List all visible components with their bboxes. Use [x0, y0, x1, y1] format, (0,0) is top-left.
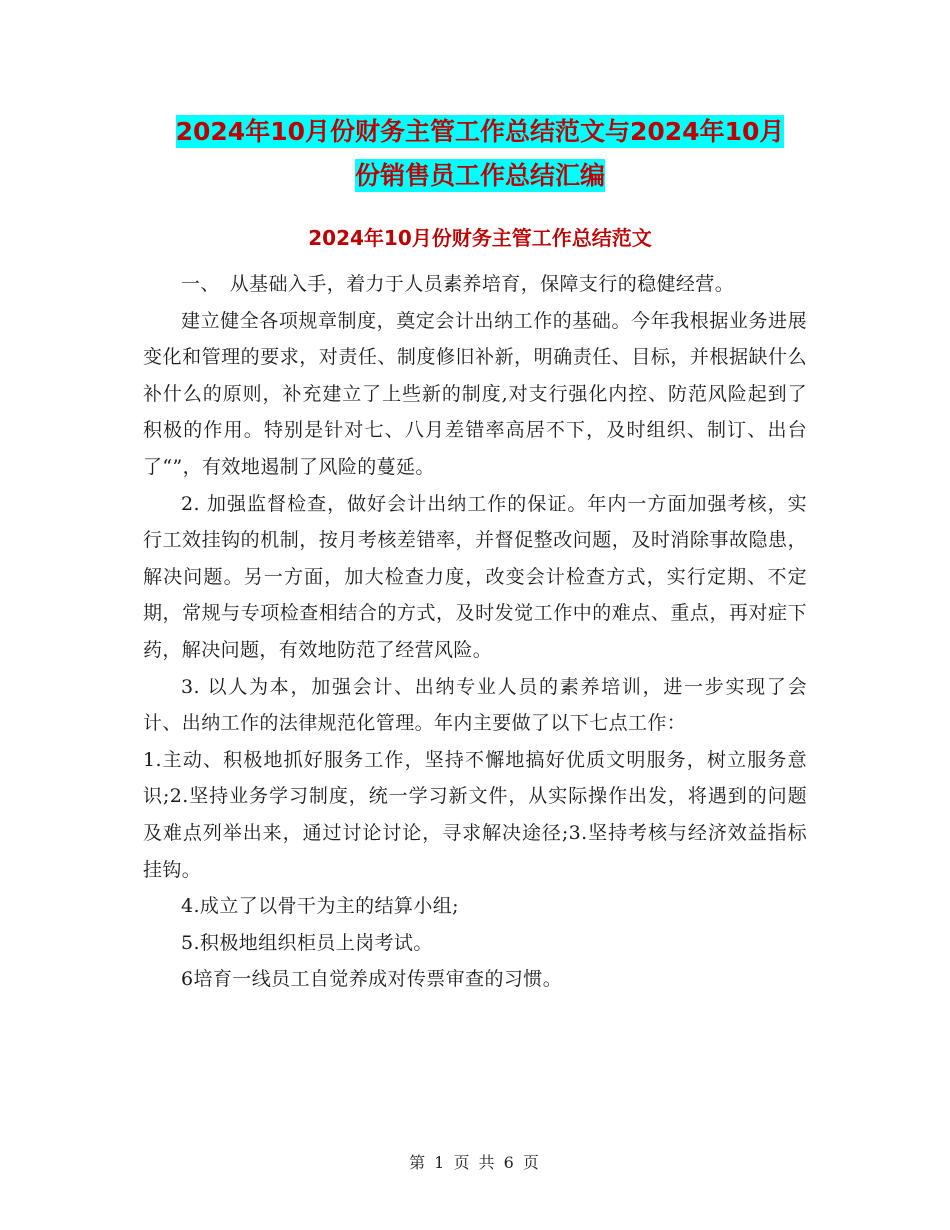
document-title-line-1 — [140, 110, 820, 154]
document-body — [143, 266, 807, 998]
paragraph-4: 3. 以人为本，加强会计、出纳专业人员的素养培训，进一步实现了会计、出纳工作的法律规范化管理。年内主要做了以下七点工作： — [143, 675, 807, 735]
title-highlight-1: 2024年10月份财务主管工作总结范文与2024年10月 — [175, 117, 785, 146]
paragraph-8: 6培育一线员工自觉养成对传票审查的习惯。 — [181, 968, 563, 991]
paragraph-6: 4.成立了以骨干为主的结算小组; — [181, 895, 459, 918]
paragraph-7: 5.积极地组织柜员上岗考试。 — [181, 931, 433, 954]
page-footer: 第 1 页 共 6 页 — [409, 1153, 541, 1172]
title-highlight-2: 份销售员工作总结汇编 — [354, 161, 605, 190]
section-title: 2024年10月份财务主管工作总结范文 — [308, 226, 652, 250]
paragraph-5: 1.主动、积极地抓好服务工作，坚持不懈地搞好优质文明服务，树立服务意识;2.坚持业务学习制度，统一学习新文件，从实际操作出发，将遇到的问题及难点列举出来，通过讨论讨论，寻求解决途径;3.坚持考核与经济效益指标挂钩。 — [143, 748, 807, 881]
paragraph-1: 一、 从基础入手，着力于人员素养培育，保障支行的稳健经营。 — [181, 273, 735, 295]
paragraph-2: 建立健全各项规章制度，奠定会计出纳工作的基础。今年我根据业务进展变化和管理的要求，对责任、制度修旧补新，明确责任、目标，并根据缺什么补什么的原则，补充建立了上些新的制度,对支行强化内控、防范风险起到了积极的作用。特别是针对七、八月差错率高居不下，及时组织、制订、出台了“”，有效地遏制了风险的蔓延。 — [143, 309, 807, 478]
paragraph-3: 2. 加强监督检查，做好会计出纳工作的保证。年内一方面加强考核，实行工效挂钩的机制，按月考核差错率，并督促整改问题，及时消除事故隐患，解决问题。另一方面，加大检查力度，改变会计检查方式，实行定期、不定期，常规与专项检查相结合的方式，及时发觉工作中的难点、重点，再对症下药，解决问题，有效地防范了经营风险。 — [143, 492, 807, 661]
document-title-line-2 — [140, 154, 820, 198]
